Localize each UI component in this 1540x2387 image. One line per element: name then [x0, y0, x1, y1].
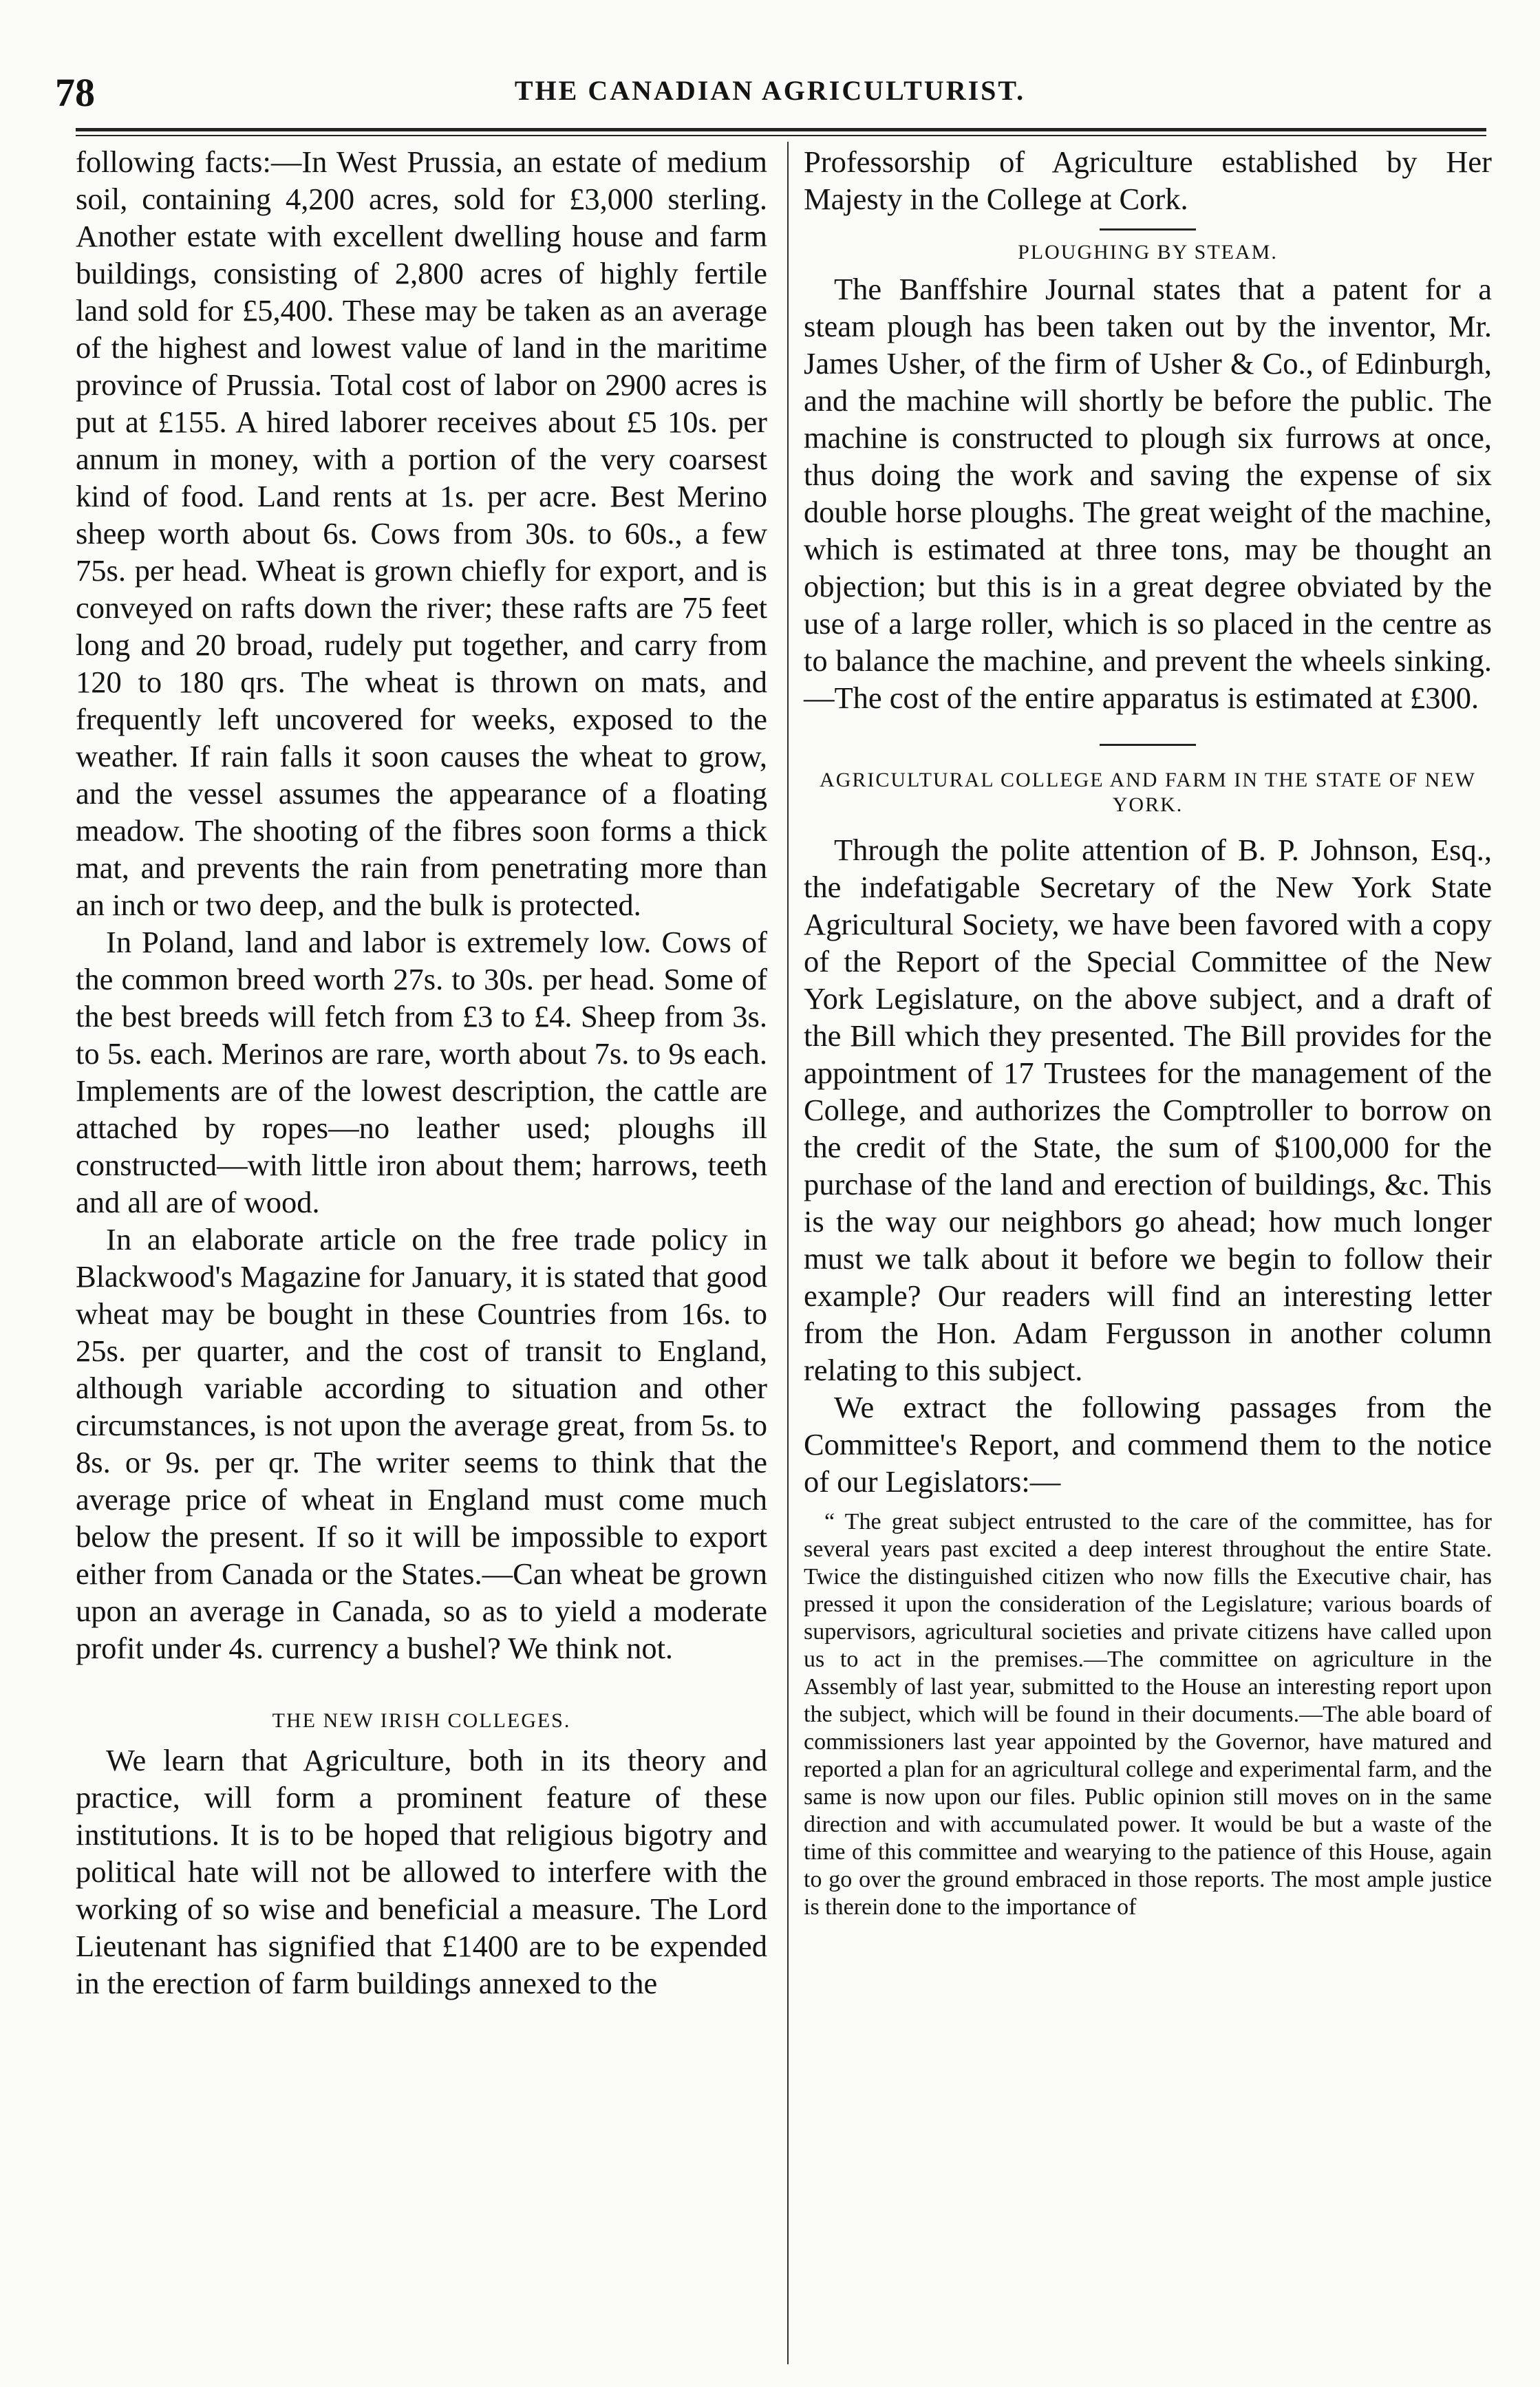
paragraph-free-trade: In an elaborate article on the free trade policy in Blackwood's Magazine for January, it is stated that good wheat may be bought in these Countries from 16s. to 25s. per quarter, and the cost of transit to England, although variable according to situation and other circumstances, is not upon the average great, from 5s. to 8s. or 9s. per qr. The writer seems to think that the average price of wheat in England must come much below the present. If so it will be impossible to export either from Canada or the States.—Can wheat be grown upon an average in Canada, so as to yield a moderate profit under 4s. currency a bushel? We think not. — [76, 1222, 767, 1665]
page-number: 78 — [55, 70, 95, 115]
paragraph-extract-intro: We extract the following passages from the Committee's Report, and commend them to the notice of our Legislators:— — [804, 1390, 1492, 1499]
section-rule — [1100, 744, 1196, 746]
header-rule — [76, 128, 1486, 136]
running-head: THE CANADIAN AGRICULTURIST. — [514, 75, 1026, 106]
paragraph-irish-colleges: We learn that Agriculture, both in its theory and practice, will form a prominent feature of these institutions. It is to be hoped that religious bigotry and political hate will not be allowed to interfere with the working of so wise and beneficial a measure. The Lord Lieutenant has signified that £1400 are to be expended in the erection of farm buildings annexed to the — [76, 1743, 767, 2000]
paragraph-steam-plough: The Banffshire Journal states that a patent for a steam plough has been taken out by the inventor, Mr. James Usher, of the firm of Usher & Co., of Edinburgh, and the machine will shortly be before the public. The machine is constructed to plough six furrows at once, thus doing the work and saving the expense of six double horse ploughs. The great weight of the machine, which is estimated at three tons, may be thought an objection; but this is in a great degree obviated by the use of a large roller, which is so placed in the centre as to balance the machine, and prevent the wheels sinking.—The cost of the entire apparatus is estimated at £300. — [804, 272, 1492, 715]
paragraph-prussia: following facts:—In West Prussia, an estate of medium soil, containing 4,200 acres, sold for £3,000 sterling. Another estate with excellent dwelling house and farm buildings, consisting of 2,800 acres of highly fertile land sold for £5,400. These may be taken as an average of the highest and lowest value of land in the maritime province of Prussia. Total cost of labor on 2900 acres is put at £155. A hired laborer receives about £5 10s. per annum in money, with a portion of the very coarsest kind of food. Land rents at 1s. per acre. Best Merino sheep worth about 6s. Cows from 30s. to 60s., a few 75s. per head. Wheat is grown chiefly for export, and is conveyed on rafts down the river; these rafts are 75 feet long and 20 broad, rudely put together, and carry from 120 to 180 qrs. The wheat is thrown on mats, and frequently left uncovered for weeks, exposed to the weather. If rain falls it soon causes the wheat to grow, and the vessel assumes the appearance of a floating meadow. The shooting of the fibres soon forms a thick mat, and prevents the rain from penetrating more than an inch or two deep, and the bulk is protected. — [76, 144, 767, 922]
quoted-report-extract: “ The great subject entrusted to the care of the committee, has for several years past excited a deep interest throughout the entire State. Twice the distinguished citizen who now fills the Executive chair, has pressed it upon the consideration of the Legislature; various boards of supervisors, agricultural societies and private citizens have called upon us to act in the premises.—The committee on agriculture in the Assembly of last year, submitted to the House an interesting report upon the subject, which will be found in their documents.—The able board of commissioners last year appointed by the Governor, have matured and reported a plan for an agricultural college and experimental farm, and the same is now upon our files. Public opinion still moves on in the same direction and with accumulated power. It would be but a waste of the time of this committee and wearying to the patience of this House, again to go over the ground embraced in those reports. The most ample justice is therein done to the importance of — [804, 1509, 1492, 1920]
column-divider — [787, 142, 789, 2364]
paragraph-cork-professorship: Professorship of Agriculture established by Her Majesty in the College at Cork. — [804, 144, 1492, 216]
section-title-agricultural-college: AGRICULTURAL COLLEGE AND FARM IN THE STATE OF NEW YORK. — [820, 769, 1476, 816]
paragraph-ny-report: Through the polite attention of B. P. Johnson, Esq., the indefatigable Secretary of the New York State Agricultural Society, we have been favored with a copy of the Report of the Special Committee of the New York Legislature, on the above subject, and a draft of the Bill which they presented. The Bill provides for the appointment of 17 Trustees for the management of the College, and authorizes the Comptroller to borrow on the credit of the State, the sum of $100,000 for the purchase of the land and erection of buildings, &c. This is the way our neighbors go ahead; how much longer must we talk about it before we begin to follow their example? Our readers will find an interesting letter from the Hon. Adam Fergusson in another column relating to this subject. — [804, 833, 1492, 1387]
left-column — [76, 143, 767, 2002]
section-title-steam-ploughing: PLOUGHING BY STEAM. — [1018, 241, 1278, 264]
section-title-irish-colleges: THE NEW IRISH COLLEGES. — [272, 1709, 571, 1732]
paragraph-poland: In Poland, land and labor is extremely low. Cows of the common breed worth 27s. to 30s. per head. Some of the best breeds will fetch from £3 to £4. Sheep from 3s. to 5s. each. Merinos are rare, worth about 7s. to 9s each. Implements are of the lowest description, the cattle are attached by ropes—no leather used; ploughs ill constructed—with little iron about them; harrows, teeth and all are of wood. — [76, 925, 767, 1219]
section-rule — [1100, 228, 1196, 231]
right-column — [804, 143, 1492, 1921]
